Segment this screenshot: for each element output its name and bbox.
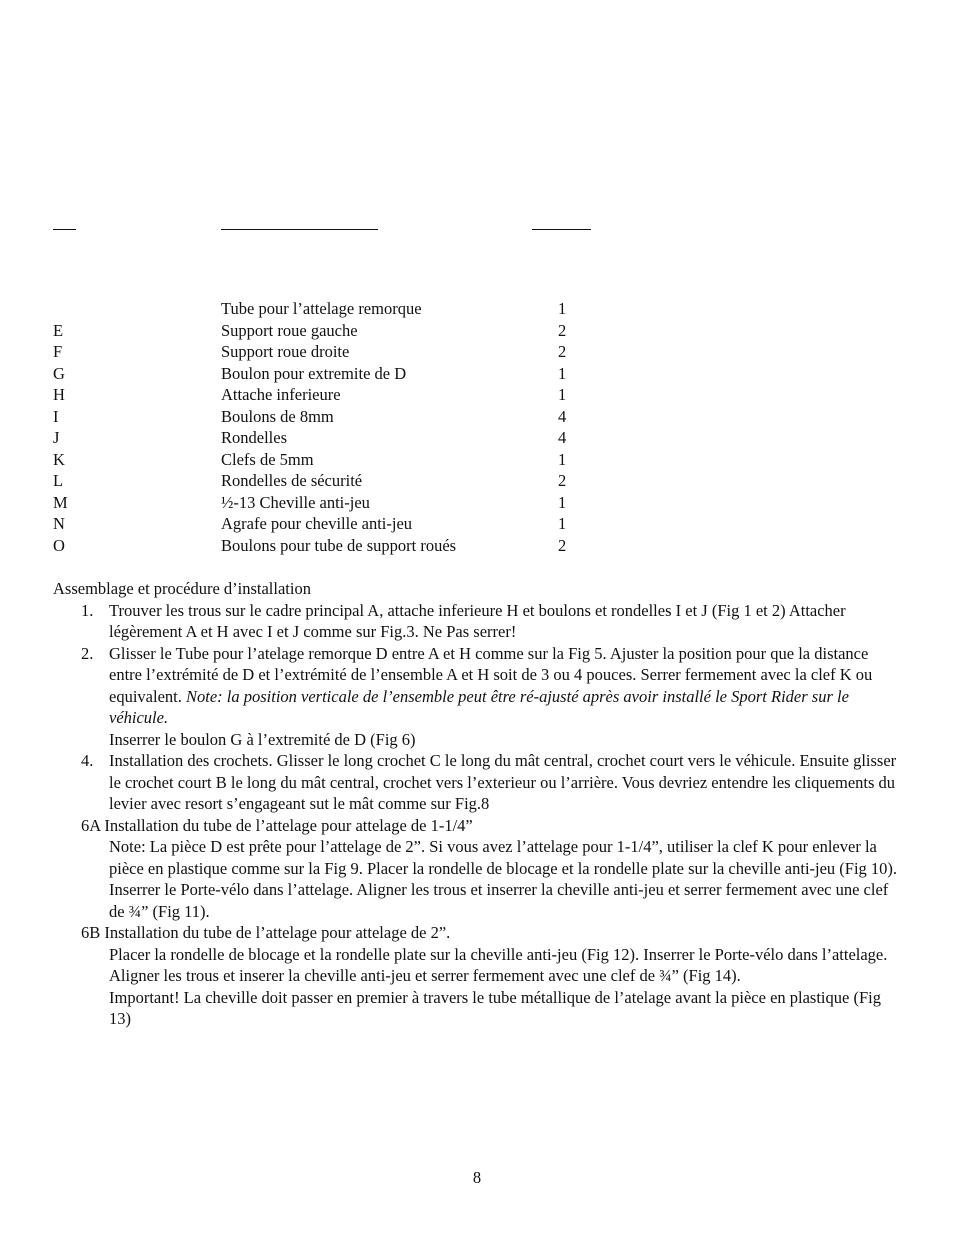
step-6b-important: Important! La cheville doit passer en premier à travers le tube métallique de l’atelage avant la pièce en plastique (Fig 13): [109, 987, 881, 1028]
step-1: [53, 600, 903, 643]
part-letter: H: [53, 385, 65, 404]
part-description: Agrafe pour cheville anti-jeu: [221, 514, 413, 533]
step-number: 1.: [81, 600, 94, 620]
step-number: 4.: [81, 751, 94, 770]
step-extra-text: Inserrer le boulon G à l’extremité de D (Fig 6): [109, 729, 416, 749]
step-note: Note: la position verticale de l’ensemble peut être ré-ajusté après avoir installé le Sport Rider sur le véhicule.: [109, 686, 849, 727]
step-number: 2.: [81, 643, 94, 663]
column-header-rule-description: [221, 229, 378, 230]
part-quantity: 1: [558, 363, 567, 383]
part-letter: L: [53, 471, 64, 490]
part-quantity: 4: [558, 406, 567, 426]
assembly-heading: Assemblage et procédure d’installation: [53, 579, 311, 598]
part-quantity: 2: [558, 471, 567, 490]
part-description: Support roue gauche: [221, 320, 358, 340]
part-quantity: 1: [558, 492, 567, 512]
part-letter: E: [53, 320, 64, 340]
part-quantity: 2: [558, 535, 567, 555]
part-quantity: 1: [558, 299, 567, 318]
step-6a-title: 6A Installation du tube de l’attelage pour attelage de 1-1/4”: [81, 815, 473, 835]
part-description: Rondelles de sécurité: [221, 471, 363, 490]
part-quantity: 1: [558, 514, 567, 533]
part-description: Tube pour l’attelage remorque: [221, 299, 422, 318]
part-description: Attache inferieure: [221, 385, 341, 404]
part-letter: K: [53, 449, 65, 469]
part-description: Clefs de 5mm: [221, 449, 314, 469]
step-4: [53, 750, 903, 815]
part-letter: I: [53, 406, 59, 426]
part-quantity: 1: [558, 449, 567, 469]
assembly-section: [53, 578, 903, 1030]
part-letter: F: [53, 342, 63, 361]
column-header-rule-letter: [53, 229, 76, 230]
part-description: ½-13 Cheville anti-jeu: [221, 492, 370, 512]
step-text: Installation des crochets. Glisser le long crochet C le long du mât central, crochet court vers le véhicule. Ensuite glisser le crochet court B le long du mât central, crochet vers l’exterieur ou l’arrière. Vous devriez entendre les cliquements du levier avec resort s’engageant sut le mât comme sur Fig.8: [109, 751, 897, 813]
page-number: 8: [472, 1168, 482, 1187]
part-quantity: 4: [558, 428, 567, 447]
part-letter: O: [53, 535, 65, 555]
step-text: Trouver les trous sur le cadre principal A, attache inferieure H et boulons et rondelles I et J (Fig 1 et 2) Attacher légèrement A et H avec I et J comme sur Fig.3. Ne Pas serrer!: [109, 600, 846, 641]
step-6a-text: Note: La pièce D est prête pour l’attelage de 2”. Si vous avez l’attelage pour 1-1/4”, utiliser la clef K pour enlever la pièce en plastique comme sur la Fig 9. Placer la rondelle de blocage et la rondelle plate sur la cheville anti-jeu (Fig 10). Inserrer le Porte-vélo dans l’attelage. Aligner les trous et inserrer la cheville anti-jeu et serrer fermement avec une clef de ¾” (Fig 11).: [109, 837, 898, 921]
step-6b-text: Placer la rondelle de blocage et la rondelle plate sur la cheville anti-jeu (Fig 12). Inserrer le Porte-vélo dans l’attelage. Aligner les trous et inserer la cheville anti-jeu et serrer fermement avec une clef de ¾” (Fig 14).: [109, 944, 888, 985]
part-description: Boulons de 8mm: [221, 406, 334, 426]
step-text: Glisser le Tube pour l’atelage remorque D entre A et H comme sur la Fig 5. Ajuster la position pour que la distance entre l’extrémité de D et l’extrémité de l’ensemble A et H soit de 3 ou 4 pouces. Serrer fermement avec la clef K ou equivalent.: [109, 643, 873, 706]
part-quantity: 2: [558, 320, 567, 340]
part-description: Rondelles: [221, 428, 287, 447]
part-description: Support roue droite: [221, 342, 350, 361]
part-letter: G: [53, 363, 65, 383]
part-letter: J: [53, 428, 60, 447]
step-6b-title: 6B Installation du tube de l’attelage pour attelage de 2”.: [81, 923, 451, 942]
part-quantity: 2: [558, 342, 567, 361]
part-letter: N: [53, 514, 65, 533]
part-description: Boulon pour extremite de D: [221, 363, 407, 383]
part-letter: M: [53, 492, 68, 512]
part-quantity: 1: [558, 385, 567, 404]
part-description: Boulons pour tube de support roués: [221, 535, 457, 555]
column-header-rule-quantity: [532, 229, 591, 230]
step-2: [53, 643, 903, 751]
